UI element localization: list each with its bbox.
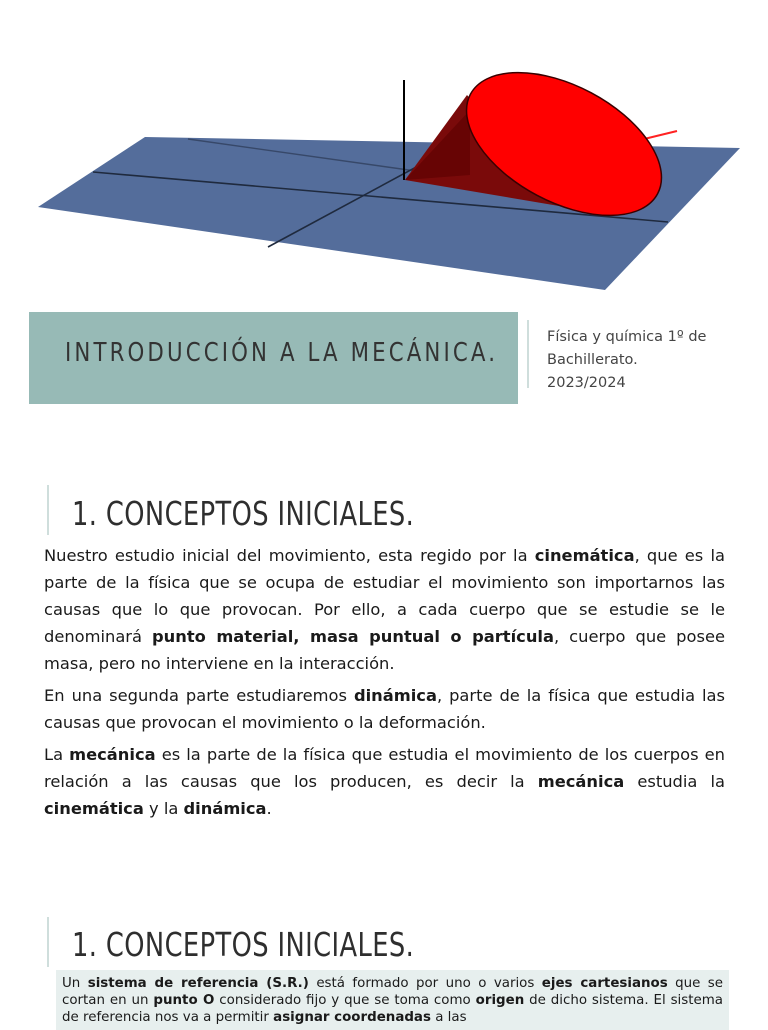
section-bar	[47, 485, 49, 535]
bold-term: sistema de referencia (S.R.)	[87, 976, 309, 991]
subtitle-line: Física y química 1º de	[547, 329, 707, 345]
bold-term: punto material, masa puntual o partícula	[152, 627, 554, 646]
bold-term: cinemática	[44, 799, 144, 818]
text-run: y la	[143, 799, 184, 818]
section-heading: 1. CONCEPTOS INICIALES.	[72, 925, 415, 964]
title-band	[29, 312, 518, 404]
text-run: Nuestro estudio inicial del movimiento, esta regido por la	[44, 546, 535, 565]
text-run: La	[44, 745, 70, 764]
text-run: .	[266, 799, 272, 818]
mechanics-3d-illustration	[0, 0, 768, 300]
bold-term: ejes cartesianos	[541, 976, 668, 991]
section-body	[44, 542, 725, 827]
bold-term: punto O	[153, 993, 215, 1008]
text-run: estudia la	[624, 772, 725, 791]
subtitle-line: 2023/2024	[547, 375, 626, 391]
page-title: INTRODUCCIÓN A LA MECÁNICA.	[65, 338, 499, 368]
definition-box	[56, 970, 729, 1030]
bold-term: origen	[475, 993, 525, 1008]
text-run: a las	[430, 1010, 467, 1025]
text-run: de dicho sistema. El sistema de referencia nos va a permitir	[62, 993, 723, 1025]
text-run: Un	[62, 976, 88, 991]
paragraph	[44, 542, 725, 677]
section-bar	[47, 917, 49, 967]
section-heading: 1. CONCEPTOS INICIALES.	[72, 494, 415, 533]
title-divider	[527, 320, 529, 388]
subtitle-line: Bachillerato.	[547, 352, 638, 368]
bold-term: mecánica	[69, 745, 156, 764]
bold-term: asignar coordenadas	[273, 1010, 431, 1025]
paragraph	[44, 682, 725, 736]
course-subtitle	[547, 326, 757, 395]
text-run: que se cortan en un	[62, 976, 724, 1008]
text-run: , parte de la física que estudia las causas que provocan el movimiento o la deformación.	[44, 686, 726, 732]
text-run: es la parte de la física que estudia el movimiento de los cuerpos en relación a las causas que los producen, es decir la	[44, 745, 725, 791]
text-run: está formado por uno o varios	[308, 976, 542, 991]
text-run: En una segunda parte estudiaremos	[44, 686, 354, 705]
text-run: , cuerpo que posee masa, pero no interviene en la interacción.	[44, 627, 725, 673]
bold-term: cinemática	[534, 546, 635, 565]
bold-term: mecánica	[537, 772, 625, 791]
text-run: , que es la parte de la física que se ocupa de estudiar el movimiento son importarnos las causas que lo que provocan. Por ello, a cada cuerpo que se estudie se le denominará	[44, 546, 725, 646]
text-run: considerado fijo y que se toma como	[214, 993, 476, 1008]
bold-term: dinámica	[183, 799, 267, 818]
paragraph	[44, 741, 725, 822]
bold-term: dinámica	[353, 686, 437, 705]
